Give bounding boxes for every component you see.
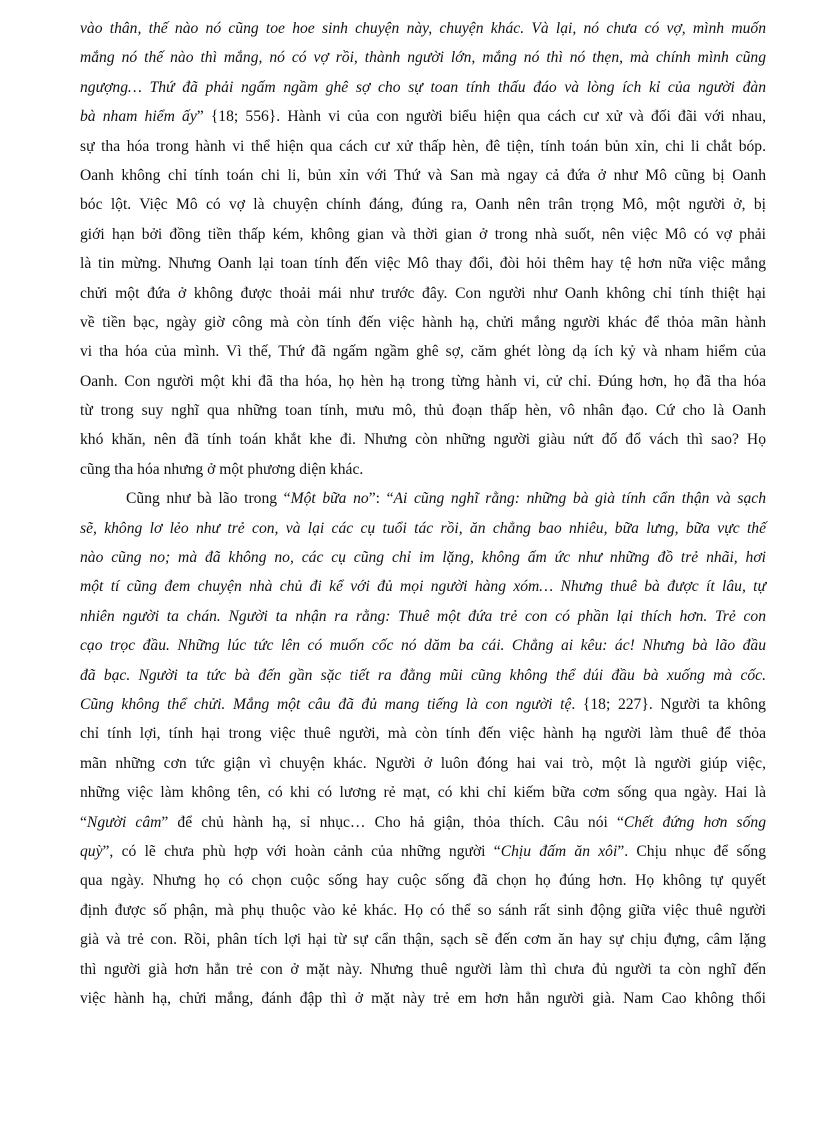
text-run: định được số phận, mà phụ thuộc vào kẻ khác. Họ có thể so sánh rất sinh động giữa việc thuê người [80, 901, 766, 919]
text-line [80, 367, 766, 396]
text-run: thì người già hơn hẳn trẻ con ở mặt này. Nhưng thuê người làm thì chưa đủ người ta còn nghĩ đến [80, 960, 766, 978]
italic-text: Người câm [86, 813, 162, 831]
text-line [80, 808, 766, 837]
text-line [80, 161, 766, 190]
text-line [80, 896, 766, 925]
text-run: qua ngày. Nhưng họ có chọn cuộc sống hay cuộc sống đã chọn họ đúng hơn. Họ không tự quyết [80, 872, 766, 890]
text-line [80, 102, 766, 131]
text-line [80, 866, 766, 895]
text-line [80, 661, 766, 690]
italic-text: nhiên người ta chán. Người ta nhận ra rằng: Thuê một đứa trẻ con có phần lại thích hơn. Trẻ con [80, 607, 766, 625]
text-line [80, 455, 766, 484]
text-run: là tin mừng. Nhưng Oanh lại toan tính đến việc Mô thay đổi, đòi hỏi thêm hay tệ hơn nữa việc mắng [80, 255, 766, 273]
text-line [80, 43, 766, 72]
text-run: “ [80, 813, 87, 831]
text-run: chửi một đứa ở không được thoải mái như trước đây. Con người như Oanh không chỉ tính thiệt hại [80, 284, 766, 302]
text-line [80, 337, 766, 366]
text-line [80, 749, 766, 778]
text-run: Cũng như bà lão trong “ [126, 490, 291, 508]
text-line [80, 190, 766, 219]
text-run: sự tha hóa trong hành vi thể hiện qua cách cư xử thấp hèn, đê tiện, tính toán bủn xỉn, chi li chắt bóp. [80, 137, 766, 155]
italic-text: vào thân, thế nào nó cũng toe hoe sinh chuyện này, chuyện khác. Và lại, nó chưa có vợ, mình muốn [80, 20, 766, 37]
text-line [80, 719, 766, 748]
text-line [80, 690, 766, 719]
italic-text: Chết đứng hơn sống [623, 813, 766, 831]
text-run: việc hành hạ, chửi mắng, đánh đập thì ở mặt này trẻ em hơn hẳn người già. Nam Cao không thổi [80, 989, 766, 1007]
text-run: bóc lột. Việc Mô có vợ là chuyện chính đáng, đúng ra, Oanh nên trân trọng Mô, một người ở, bị [80, 196, 766, 214]
text-run: . {18; 227}. Người ta không [571, 695, 766, 713]
text-line [80, 984, 766, 1013]
italic-text: bà nham hiểm ấy [80, 108, 197, 126]
italic-text: ngượng… Thứ đã phải ngấm ngầm ghê sợ cho sự toan tính thấu đáo và lòng ích kỉ của người đàn [80, 78, 766, 96]
text-line [80, 514, 766, 543]
italic-text: cạo trọc đầu. Những lúc tức lên có muốn cốc nó dăm ba cái. Chẳng ai kêu: ác! Nhưng bà lão đầu [80, 637, 766, 655]
text-run: ”, có lẽ chưa phù hợp với hoàn cảnh của những người “ [102, 842, 501, 860]
text-line [80, 837, 766, 866]
text-line [80, 14, 766, 43]
text-line [80, 279, 766, 308]
text-run: ”. Chịu nhục để sống [617, 842, 766, 860]
italic-text: Một bữa no [290, 490, 369, 508]
paragraph-2 [80, 484, 766, 1013]
text-run: Oanh không chỉ tính toán chi li, bủn xỉn với Thứ và San mà ngay cả đứa ở như Mô cũng bị Oanh [80, 166, 766, 184]
text-line [80, 484, 766, 513]
text-run: ” để chủ hành hạ, sỉ nhục… Cho hả giận, thỏa thích. Câu nói “ [161, 813, 624, 831]
text-run: Oanh. Con người một khi đã tha hóa, họ hèn hạ trong từng hành vi, cử chỉ. Đúng hơn, họ đã tha hóa [80, 372, 766, 390]
text-run: những việc làm không tên, có khi có lương rẻ mạt, có khi chỉ kiếm bữa cơm sống qua ngày. Hai là [80, 784, 766, 802]
text-line [80, 778, 766, 807]
italic-text: đã bạc. Người ta tức bà đến gần sặc tiết ra đằng mũi cũng không thể dúi đầu bà xuống mà cốc. [80, 666, 766, 684]
text-line [80, 602, 766, 631]
text-run: chỉ tính lợi, tính hại trong việc thuê người, mà còn tính đến việc hành hạ người làm thuê để thỏa [80, 725, 766, 743]
text-run: từ trong suy nghĩ qua những toan tính, mưu mô, thủ đoạn thấp hèn, vô nhân đạo. Cứ cho là Oanh [80, 402, 766, 420]
italic-text: Cũng không thể chửi. Mắng một câu đã đủ mang tiếng là con người tệ [80, 695, 572, 713]
text-line [80, 220, 766, 249]
text-run: già và trẻ con. Rồi, phân tích lợi hại từ sự cẩn thận, sạch sẽ đến cơm ăn hay sự chịu đựng, câm lặng [80, 931, 766, 949]
document-page [80, 14, 766, 1013]
italic-text: một tí cũng đem chuyện nhà chủ đi kể với đủ mọi người hàng xóm… Nhưng thuê bà được ít lâu, tự [80, 578, 766, 596]
text-run: mãn những cơn tức giận vì chuyện khác. Người ở luôn đóng hai vai trò, một là người giúp việc, [80, 754, 766, 772]
text-line [80, 425, 766, 454]
text-line [80, 925, 766, 954]
text-run: ” {18; 556}. Hành vi của con người biểu hiện qua cách cư xử và đối đãi với nhau, [196, 108, 766, 126]
italic-text: nào cũng no; mà đã không no, các cụ cũng chỉ im lặng, không ấm ức như những đồ trẻ nhãi, hơi [80, 549, 766, 567]
paragraph-1 [80, 14, 766, 484]
text-run: vi tha hóa của mình. Vì thế, Thứ đã ngấm ngầm ghê sợ, căm ghét lòng dạ ích kỷ và nham hiểm của [80, 343, 766, 361]
text-line [80, 572, 766, 601]
italic-text: sẽ, không lơ lẻo như trẻ con, và lại các cụ tuổi tác rồi, ăn chẳng bao nhiêu, bữa lưng, bữa vực thế [80, 519, 766, 537]
text-run: ”: “ [368, 490, 394, 508]
italic-text: mắng nó thế nào thì mắng, nó có vợ rồi, thành người lớn, mắng nó thì nó thẹn, mà chính mình cũng [80, 49, 766, 67]
italic-text: Ai cũng nghĩ rằng: những bà già tính cẩn thận và sạch [393, 490, 766, 508]
text-line [80, 73, 766, 102]
text-run: giới hạn bởi đồng tiền thấp kém, không gian và thời gian ở trong nhà suốt, nên việc Mô có vợ phải [80, 225, 766, 243]
text-line [80, 631, 766, 660]
text-run: khó khăn, nên đã tính toán khắt khe đi. Nhưng còn những người giàu nứt đố đổ vách thì sao? Họ [80, 431, 766, 449]
text-run: về tiền bạc, ngày giờ công mà còn tính đến việc hành hạ, chửi mắng người khác để thỏa mãn hành [80, 313, 766, 331]
italic-text: quỳ [80, 842, 103, 860]
text-line [80, 249, 766, 278]
text-line [80, 543, 766, 572]
text-line [80, 396, 766, 425]
text-run: cũng tha hóa nhưng ở một phương diện khác. [80, 460, 364, 478]
text-line [80, 132, 766, 161]
text-line [80, 955, 766, 984]
italic-text: Chịu đấm ăn xôi [500, 842, 618, 860]
text-line [80, 308, 766, 337]
